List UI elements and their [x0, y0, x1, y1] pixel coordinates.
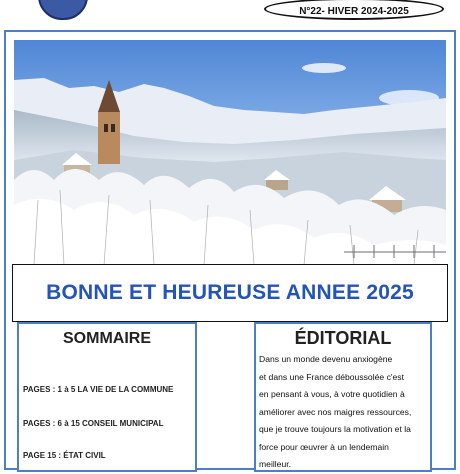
editorial-title: ÉDITORIAL: [294, 328, 392, 348]
editorial-line: force pour œuvrer à un lendemain: [259, 441, 389, 452]
editorial-line: Dans un monde devenu anxiogène: [259, 354, 393, 364]
editorial-text: [259, 351, 431, 474]
sommaire-title: SOMMAIRE: [63, 330, 151, 347]
toc-item: PAGES : 6 à 15 CONSEIL MUNICIPAL: [23, 419, 164, 428]
cover-photo: [14, 40, 446, 265]
cover-photo-drawing: [14, 40, 446, 265]
banner-title: BONNE ET HEUREUSE ANNEE 2025: [46, 281, 414, 304]
toc-item: PAGES : 1 à 5 LA VIE DE LA COMMUNE: [23, 385, 174, 394]
editorial-line: que je trouve toujours la motivation et la: [259, 424, 411, 434]
editorial-line: en pensant à vous, à votre quotidien à: [259, 389, 405, 399]
editorial-box: [254, 322, 432, 472]
editorial-line: meilleur.: [259, 459, 291, 469]
editorial-line: et dans une France déboussolée c'est: [259, 371, 404, 382]
new-year-banner: [12, 264, 448, 322]
sommaire-box: [17, 322, 197, 472]
editorial-line: améliorer avec nos maigres ressources,: [259, 406, 412, 417]
issue-text: N°22- HIVER 2024-2025: [299, 6, 409, 17]
toc-item: PAGE 15 : ÉTAT CIVIL: [23, 451, 106, 460]
